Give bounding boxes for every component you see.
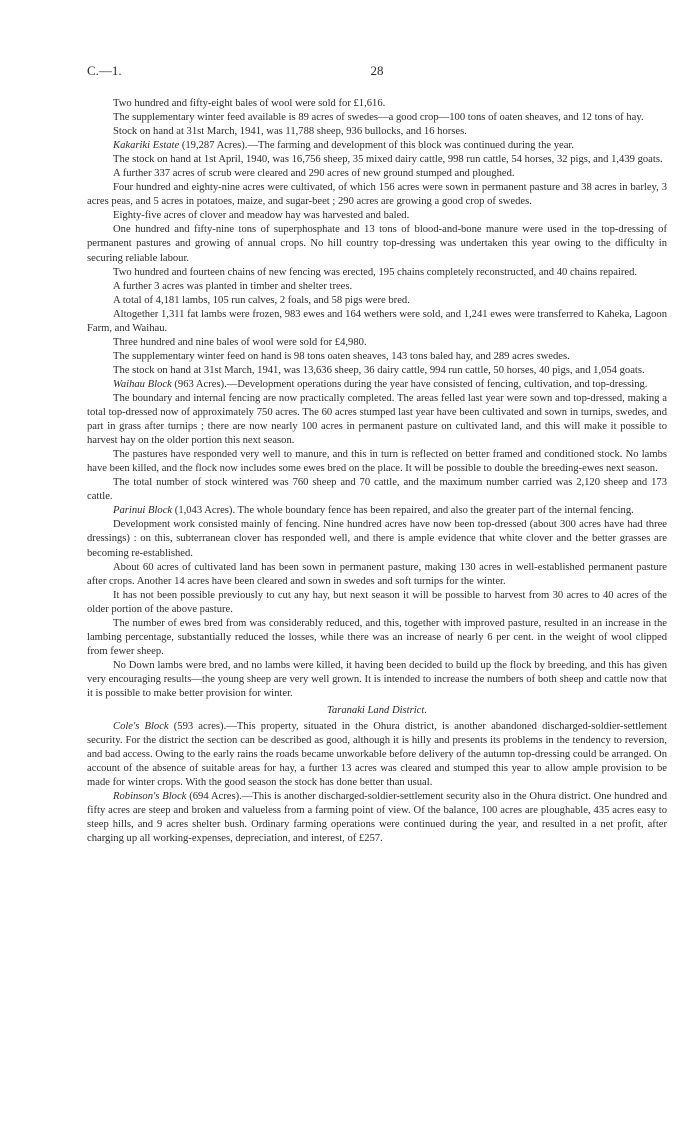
section-taranaki-blocks bbox=[87, 720, 667, 846]
page-number: 28 bbox=[370, 63, 384, 78]
paragraph-text: One hundred and fifty-nine tons of superphosphate and 13 tons of blood-and-bone manure were used in the top-dressing of permanent pastures and growing of annual crops. No hill country top-dressing was undertaken this year owing to the difficulty in securing reliable labour. bbox=[87, 224, 667, 264]
paragraph bbox=[87, 266, 667, 280]
paragraph-text: The stock on hand at 1st April, 1940, was 16,756 sheep, 35 mixed dairy cattle, 998 run cattle, 54 horses, 32 pigs, and 1,439 goats. bbox=[113, 154, 663, 166]
report-reference: C.—1. bbox=[87, 63, 122, 78]
paragraph bbox=[87, 518, 667, 560]
paragraph-text: (593 acres).—This property, situated in the Ohura district, is another abandoned discharged-soldier-settlement security. For the district the section can be described as good, although it is hilly and presents its problems in the tendency to reversion, and bad access. Owing to the early rains the roads became unworkable before delivery of the autumn top-dressing could be arranged. On account of the absence of suitable areas for hay, a further 13 acres was cleared and stumped this year to allow ample provision to be made for winter crops. With the good season the stock has done better than usual. bbox=[87, 721, 667, 789]
paragraph bbox=[87, 659, 667, 701]
paragraph-text: The total number of stock wintered was 760 sheep and 70 cattle, and the maximum number carried was 2,120 sheep and 173 cattle. bbox=[87, 477, 667, 503]
paragraph-text: The pastures have responded very well to manure, and this in turn is reflected on better framed and conditioned stock. No lambs have been killed, and the flock now includes some ewes bred on the place. It will be possible to double the breeding-ewes next season. bbox=[87, 449, 667, 475]
paragraph bbox=[87, 561, 667, 589]
paragraph bbox=[87, 617, 667, 659]
paragraph bbox=[87, 504, 667, 518]
paragraph-text: The number of ewes bred from was considerably reduced, and this, together with improved pasture, resulted in an increase in the lambing percentage, substantially reduced the losses, while there was an increase of nearly 6 per cent. in the weight of wool clipped from fewer sheep. bbox=[87, 617, 667, 657]
paragraph bbox=[87, 153, 667, 167]
paragraph bbox=[87, 181, 667, 209]
paragraph-text: It has not been possible previously to cut any hay, but next season it will be possible to harvest from 30 acres to 40 acres of the older portion of the above pasture. bbox=[87, 589, 667, 615]
block-name: Kakariki Estate bbox=[113, 140, 180, 152]
page-header bbox=[87, 64, 667, 80]
paragraph bbox=[87, 209, 667, 223]
paragraph-text: Development work consisted mainly of fencing. Nine hundred acres have now been top-dressed (about 300 acres have had three dressings) : on this, subterranean clover has responded well, and there is ample evidence that white clover and the better grasses are becoming re-established. bbox=[87, 519, 667, 559]
paragraph bbox=[87, 364, 667, 378]
paragraph-text: The boundary and internal fencing are now practically completed. The areas felled last year were sown and top-dressed, making a total top-dressed now of approximately 750 acres. The 60 acres stumped last year have been cultivated and sown in turnips, swedes, and part in grass after turnips ; there are now nearly 100 acres in permanent pasture on cultivated land, and this will make it possible to harvest hay on the older portion this next season. bbox=[87, 392, 667, 447]
paragraph bbox=[87, 111, 667, 125]
paragraph-text: (694 Acres).—This is another discharged-soldier-settlement security also in the Ohura district. One hundred and fifty acres are steep and broken and valueless from a farming point of view. Of the balance, 100 acres are ploughable, 435 acres easy to steep hills, and 9 acres shelter bush. Ordinary farming operations were continued during the year, and resulted in a net profit, after charging up all working-expenses, depreciation, and interest, of £257. bbox=[87, 791, 667, 845]
paragraph-text: The supplementary winter feed on hand is 98 tons oaten sheaves, 143 tons baled hay, and 289 acres swedes. bbox=[113, 350, 570, 362]
paragraph-text: Stock on hand at 31st March, 1941, was 11,788 sheep, 936 bullocks, and 16 horses. bbox=[113, 126, 467, 138]
paragraph-text: About 60 acres of cultivated land has been sown in permanent pasture, making 130 acres in well-established permanent pasture after crops. Another 14 acres have been cleared and sown in swedes and soft turnips for the winter. bbox=[87, 561, 667, 587]
paragraph bbox=[87, 294, 667, 308]
section-heading: Taranaki Land District. bbox=[327, 705, 427, 717]
paragraph-text: (19,287 Acres).—The farming and development of this block was continued during the year. bbox=[179, 140, 575, 152]
paragraph bbox=[87, 97, 667, 111]
paragraph bbox=[87, 223, 667, 265]
paragraph bbox=[87, 280, 667, 294]
paragraph-text: (963 Acres).—Development operations during the year have consisted of fencing, cultivation, and top-dressing. bbox=[171, 378, 648, 390]
paragraph-text: (1,043 Acres). The whole boundary fence has been repaired, and also the greater part of the internal fencing. bbox=[172, 505, 634, 517]
section-auckland-blocks bbox=[87, 97, 667, 701]
paragraph bbox=[87, 720, 667, 790]
paragraph bbox=[87, 350, 667, 364]
paragraph-text: Four hundred and eighty-nine acres were cultivated, of which 156 acres were sown in permanent pasture and 38 acres in barley, 3 acres peas, and 5 acres in potatoes, maize, and sugar-beet ; 290 acres are growing a good crop of swedes. bbox=[87, 182, 667, 208]
paragraph-text: Altogether 1,311 fat lambs were frozen, 983 ewes and 164 wethers were sold, and 1,241 ewes were transferred to Kaheka, Lagoon Farm, and Waihau. bbox=[87, 308, 667, 334]
block-name: Waihau Block bbox=[113, 378, 172, 390]
paragraph bbox=[87, 392, 667, 448]
paragraph bbox=[87, 476, 667, 504]
block-name: Cole's Block bbox=[113, 721, 169, 733]
paragraph bbox=[87, 308, 667, 336]
paragraph-text: The stock on hand at 31st March, 1941, was 13,636 sheep, 36 dairy cattle, 994 run cattle, 50 horses, 40 pigs, and 1,054 goats. bbox=[113, 364, 645, 376]
page-body bbox=[87, 97, 667, 846]
paragraph-text: A further 337 acres of scrub were cleared and 290 acres of new ground stumped and ploughed. bbox=[113, 168, 515, 180]
block-name: Parinui Block bbox=[113, 505, 173, 517]
paragraph bbox=[87, 589, 667, 617]
paragraph-text: Two hundred and fourteen chains of new fencing was erected, 195 chains completely reconstructed, and 40 chains repaired. bbox=[113, 266, 638, 278]
paragraph bbox=[87, 336, 667, 350]
paragraph bbox=[87, 167, 667, 181]
paragraph bbox=[87, 448, 667, 476]
paragraph-text: Eighty-five acres of clover and meadow hay was harvested and baled. bbox=[113, 210, 410, 222]
paragraph bbox=[87, 139, 667, 153]
paragraph-text: No Down lambs were bred, and no lambs were killed, it having been decided to build up the flock by breeding, and this has given very encouraging results—the young sheep are very well grown. It is intended to increase the numbers of both sheep and cattle now that it is possible to make better provision for winter. bbox=[87, 659, 667, 699]
paragraph-text: A total of 4,181 lambs, 105 run calves, 2 foals, and 58 pigs were bred. bbox=[113, 294, 410, 306]
paragraph-text: The supplementary winter feed available is 89 acres of swedes—a good crop—100 tons of oaten sheaves, and 12 tons of hay. bbox=[113, 112, 644, 124]
paragraph-text: Three hundred and nine bales of wool were sold for £4,980. bbox=[113, 336, 367, 348]
block-name: Robinson's Block bbox=[113, 791, 187, 803]
paragraph bbox=[87, 378, 667, 392]
paragraph-text: A further 3 acres was planted in timber and shelter trees. bbox=[113, 280, 353, 292]
paragraph bbox=[87, 790, 667, 846]
paragraph bbox=[87, 125, 667, 139]
paragraph-text: Two hundred and fifty-eight bales of wool were sold for £1,616. bbox=[113, 98, 386, 109]
